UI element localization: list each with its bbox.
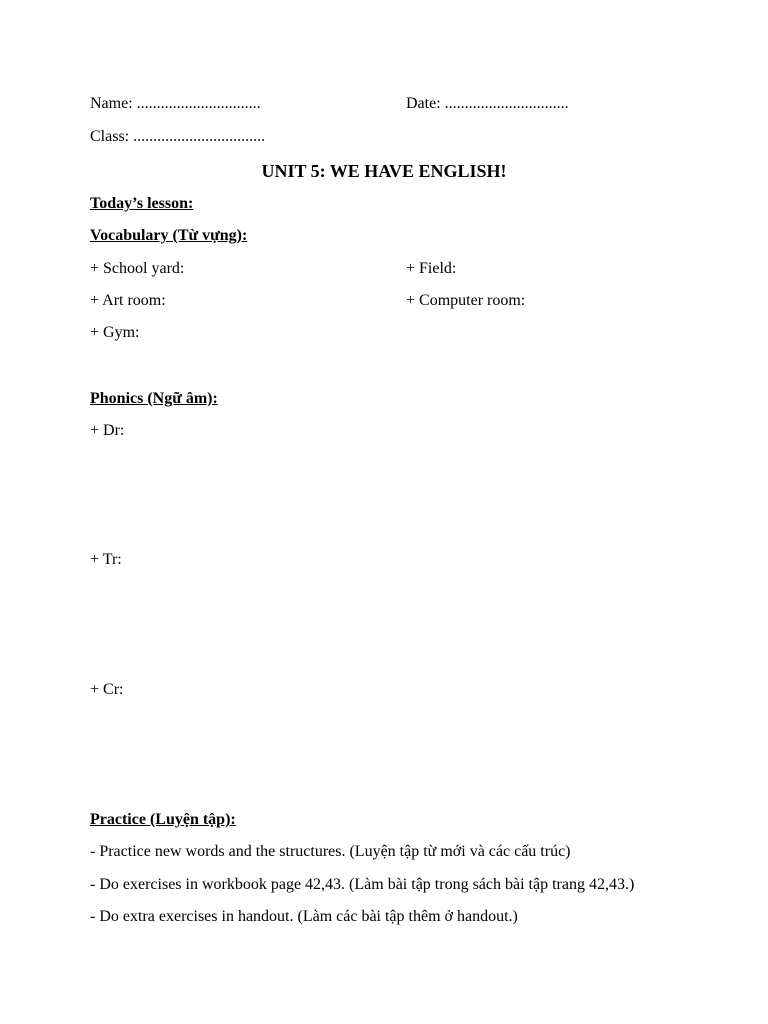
vocab-item-computer-room: + Computer room: <box>406 292 526 309</box>
vocab-item-school-yard: + School yard: <box>90 260 185 277</box>
phonics-heading: Phonics (Ngữ âm): <box>90 390 218 407</box>
name-field: Name: ............................... <box>90 95 261 112</box>
practice-item-handout: - Do extra exercises in handout. (Làm các bài tập thêm ở handout.) <box>90 908 518 925</box>
vocab-item-field: + Field: <box>406 260 457 277</box>
practice-item-new-words: - Practice new words and the structures. (Luyện tập từ mới và các cấu trúc) <box>90 843 571 860</box>
practice-heading: Practice (Luyện tập): <box>90 811 236 828</box>
practice-item-workbook: - Do exercises in workbook page 42,43. (Làm bài tập trong sách bài tập trang 42,43.) <box>90 876 635 893</box>
vocabulary-heading: Vocabulary (Từ vựng): <box>90 227 248 244</box>
phonics-item-cr: + Cr: <box>90 681 124 698</box>
page-title: UNIT 5: WE HAVE ENGLISH! <box>261 161 507 181</box>
vocab-item-gym: + Gym: <box>90 324 140 341</box>
vocab-item-art-room: + Art room: <box>90 292 166 309</box>
class-field: Class: ................................. <box>90 128 266 145</box>
phonics-item-dr: + Dr: <box>90 422 125 439</box>
date-field: Date: ............................... <box>406 95 569 112</box>
phonics-item-tr: + Tr: <box>90 551 122 568</box>
lesson-heading: Today’s lesson: <box>90 195 194 212</box>
